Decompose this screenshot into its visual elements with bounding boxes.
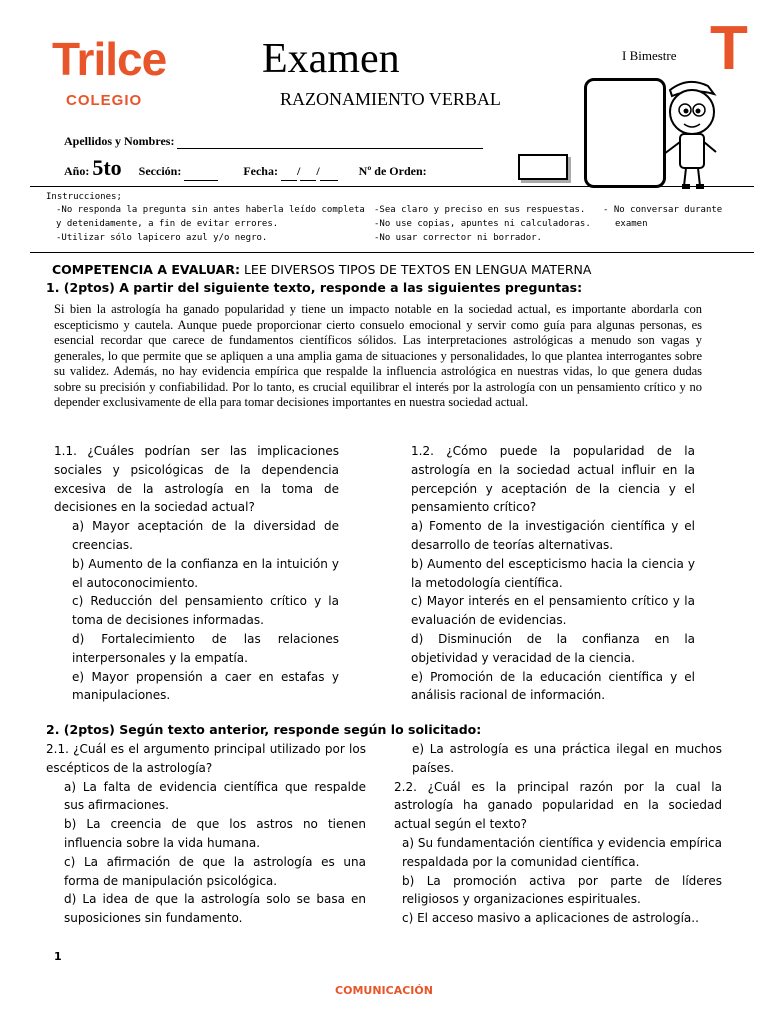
question-2-1: [46, 740, 366, 928]
question-1-2: [411, 442, 695, 705]
question-2-2: [394, 740, 722, 928]
grade-value: 5to: [92, 155, 122, 180]
competencia-line: [52, 262, 591, 277]
option-d[interactable]: d) Disminución de la confianza en la objetividad y veracidad de la ciencia.: [411, 631, 695, 665]
exam-subtitle: RAZONAMIENTO VERBAL: [280, 89, 501, 109]
option-b[interactable]: b) Aumento de la confianza en la intuición y el autoconocimiento.: [72, 556, 339, 590]
option-d[interactable]: d) Fortalecimiento de las relaciones interpersonales y la empatía.: [72, 631, 339, 665]
seccion-label: Sección:: [138, 164, 182, 178]
page-number: 1: [54, 950, 62, 963]
option-e-continued[interactable]: e) La astrología es una práctica ilegal en muchos países.: [412, 742, 722, 775]
option-e[interactable]: e) Mayor propensión a caer en estafas y manipulaciones.: [72, 669, 339, 703]
apellidos-line[interactable]: [177, 136, 483, 149]
option-e[interactable]: e) Promoción de la educación científica y el análisis racional de información.: [411, 669, 695, 703]
competencia-label: COMPETENCIA A EVALUAR:: [52, 262, 240, 277]
fecha-year-line[interactable]: [320, 168, 338, 181]
option-a[interactable]: a) La falta de evidencia científica que respalde sus afirmaciones.: [64, 779, 366, 813]
logo-wordmark: Trilce: [52, 33, 167, 85]
logo-subtitle: COLEGIO: [66, 92, 143, 109]
fecha-sep-2: /: [316, 164, 320, 178]
question-2-heading: 2. (2ptos) Según texto anterior, responde según lo solicitado:: [46, 722, 482, 737]
instruction-item: -Sea claro y preciso en sus respuestas.: [374, 205, 586, 215]
fecha-day-line[interactable]: [281, 168, 297, 181]
option-d[interactable]: d) La idea de que la astrología solo se basa en suposiciones sin fundamento.: [64, 892, 366, 926]
question-stem: 1.1. ¿Cuáles podrían ser las implicaciones sociales y psicológicas de la dependencia excesiva de la astrología en la toma de decisiones en la sociedad actual?: [54, 444, 339, 515]
exam-title: Examen: [262, 36, 400, 82]
footer-subject: COMUNICACIÓN: [335, 984, 433, 997]
orden-label: Nº de Orden:: [358, 164, 427, 178]
option-c[interactable]: c) Mayor interés en el pensamiento crítico y la evaluación de evidencias.: [411, 594, 695, 628]
option-a[interactable]: a) Su fundamentación científica y evidencia empírica respaldada por la comunidad científica.: [402, 835, 722, 869]
option-c[interactable]: c) El acceso masivo a aplicaciones de astrología..: [402, 911, 699, 926]
anio-label: Año:: [64, 164, 90, 178]
option-a[interactable]: a) Mayor aceptación de la diversidad de creencias.: [72, 519, 339, 552]
instruction-item: - No conversar durante: [603, 205, 723, 215]
corner-letter: T: [710, 14, 748, 83]
instruction-item: -No usar corrector ni borrador.: [374, 233, 542, 243]
question-stem: 1.2. ¿Cómo puede la popularidad de la astrología en la sociedad actual influir en la percepción y aceptación de la ciencia y el pensamiento crítico?: [411, 444, 695, 515]
instruction-item: -No responda la pregunta sin antes haberla leído completa: [56, 205, 365, 215]
instructions-col-3: [603, 203, 722, 231]
seccion-line[interactable]: [184, 168, 218, 181]
option-b[interactable]: b) La creencia de que los astros no tienen influencia sobre la vida humana.: [64, 817, 366, 850]
option-b[interactable]: b) Aumento del escepticismo hacia la ciencia y la metodología científica.: [411, 556, 695, 590]
apellidos-field: [64, 134, 483, 149]
instructions-top-rule: [30, 186, 754, 187]
apellidos-label: Apellidos y Nombres:: [64, 134, 175, 148]
bimestre-label: I Bimestre: [622, 48, 677, 63]
instructions-bottom-rule: [30, 252, 754, 253]
option-b[interactable]: b) La promoción activa por parte de líderes religiosos y organizaciones espirituales.: [402, 873, 722, 907]
question-stem: 2.1. ¿Cuál es el argumento principal utilizado por los escépticos de la astrología?: [46, 742, 366, 775]
option-c[interactable]: c) La afirmación de que la astrología es una forma de manipulación psicológica.: [64, 854, 366, 888]
instructions-col-2: [374, 203, 591, 245]
instruction-item: examen: [615, 219, 648, 229]
mascot-illustration: [652, 72, 724, 192]
instruction-item: -No use copias, apuntes ni calculadoras.: [374, 219, 591, 229]
competencia-text: LEE DIVERSOS TIPOS DE TEXTOS EN LENGUA MATERNA: [243, 262, 592, 277]
instructions-title: Instrucciones;: [46, 192, 122, 202]
instructions-col-1: [56, 203, 365, 245]
question-1-1: [54, 442, 339, 705]
fecha-month-line[interactable]: [300, 168, 316, 181]
option-a[interactable]: a) Fomento de la investigación científica y el desarrollo de teorías alternativas.: [411, 519, 695, 552]
reading-passage: Si bien la astrología ha ganado popularidad y tiene un impacto notable en la sociedad actual, es importante abordarla con escepticismo y cautela. Aunque puede proporcionar cierto consuelo emocional y servir como guía para algunas personas, es esencial recordar que carece de fundamentos científicos sólidos. Las interpretaciones astrológicas a menudo son vagas y generales, lo que permite que se apliquen a una amplia gama de situaciones y personalidades, lo que plantea interrogantes sobre su validez. Además, no hay evidencia empírica que respalde la influencia astrológica en nuestras vidas, lo que genera dudas sobre su precisión y confiabilidad. Por lo tanto, es crucial equilibrar el interés por la astrología con un pensamiento crítico y no depender exclusivamente de ella para tomar decisiones importantes en nuestra sociedad actual.: [54, 302, 702, 409]
instruction-item: y detenidamente, a fin de evitar errores.: [56, 219, 279, 229]
fecha-sep-1: /: [296, 164, 301, 178]
option-c[interactable]: c) Reducción del pensamiento crítico y la toma de decisiones informadas.: [72, 594, 339, 628]
info-row: [64, 155, 427, 181]
question-1-heading: 1. (2ptos) A partir del siguiente texto, responde a las siguientes preguntas:: [46, 280, 583, 295]
instruction-item: -Utilizar sólo lapicero azul y/o negro.: [56, 233, 268, 243]
orden-box[interactable]: [518, 154, 568, 180]
fecha-label: Fecha:: [243, 164, 278, 178]
question-stem: 2.2. ¿Cuál es la principal razón por la cual la astrología ha ganado popularidad en la sociedad actual según el texto?: [394, 779, 722, 832]
